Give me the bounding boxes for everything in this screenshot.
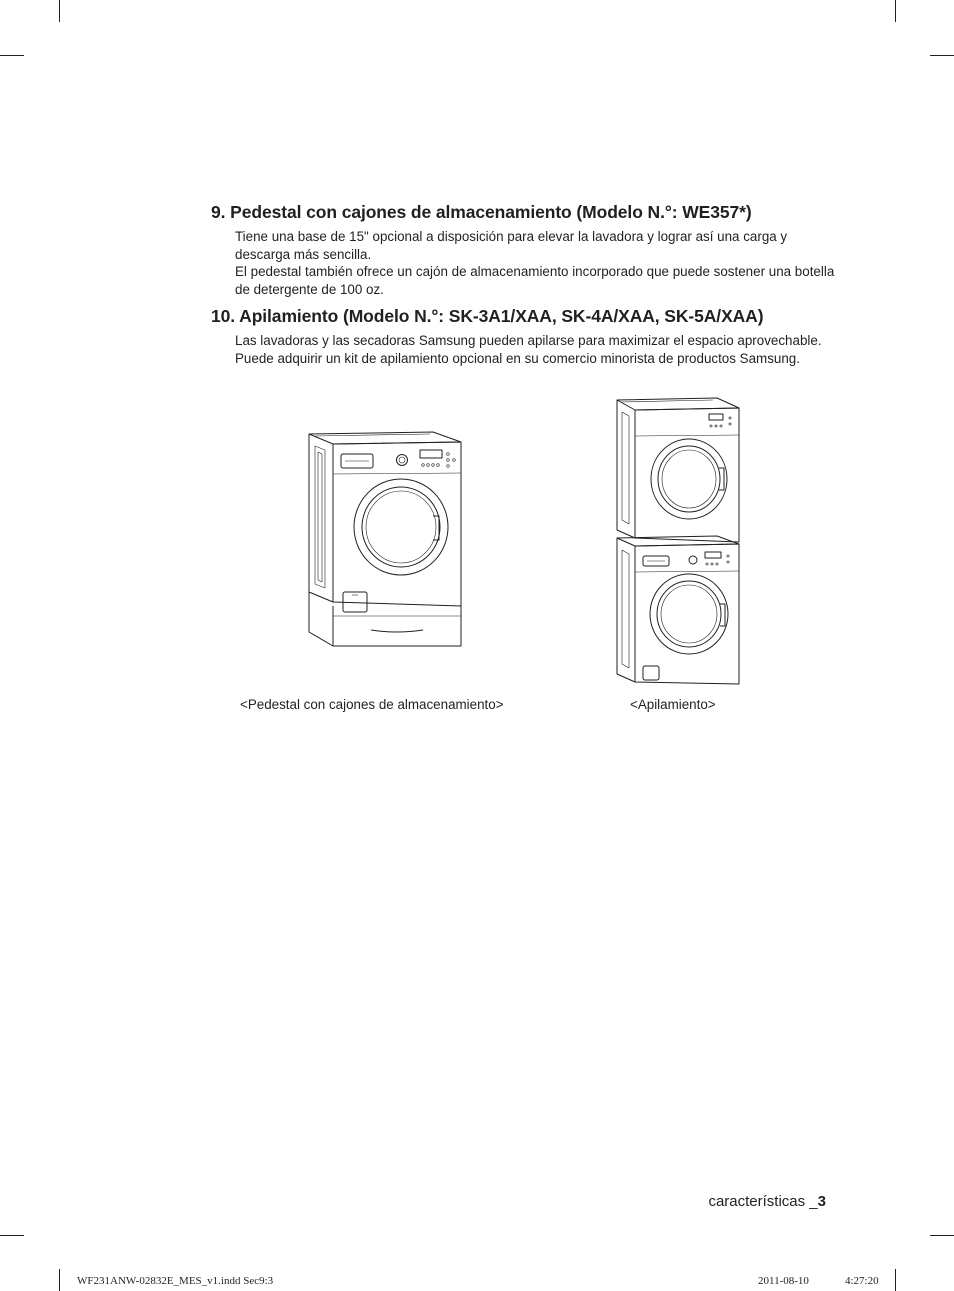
slug-filename: WF231ANW-02832E_MES_v1.indd Sec9:3 bbox=[77, 1275, 274, 1287]
section-9-heading bbox=[211, 202, 752, 223]
crop-mark bbox=[930, 55, 954, 56]
section-10-body bbox=[235, 332, 835, 367]
section-title: Apilamiento (Modelo N.°: SK-3A1/XAA, SK-4A/XAA, SK-5A/XAA) bbox=[239, 306, 764, 326]
crop-mark bbox=[895, 0, 896, 22]
slug-date: 2011-08-10 bbox=[758, 1275, 809, 1287]
paragraph: Tiene una base de 15" opcional a disposición para elevar la lavadora y lograr así una carga y descarga más sencilla. bbox=[235, 229, 788, 262]
section-9-body bbox=[235, 228, 835, 298]
slug-time: 4:27:20 bbox=[845, 1275, 879, 1287]
crop-mark bbox=[59, 1269, 60, 1291]
crop-mark bbox=[59, 0, 60, 22]
crop-mark bbox=[0, 1235, 24, 1236]
section-number: 10. bbox=[211, 306, 236, 326]
washer-pedestal-illustration bbox=[305, 430, 467, 652]
paragraph: Las lavadoras y las secadoras Samsung pueden apilarse para maximizar el espacio aprovechable. Puede adquirir un kit de apilamiento opcional en su comercio minorista de productos Samsung. bbox=[235, 333, 822, 366]
paragraph: El pedestal también ofrece un cajón de almacenamiento incorporado que puede sostener una botella de detergente de 100 oz. bbox=[235, 264, 835, 297]
page-number: 3 bbox=[817, 1193, 826, 1210]
section-number: 9. bbox=[211, 202, 226, 222]
section-title: Pedestal con cajones de almacenamiento (Modelo N.°: WE357*) bbox=[230, 202, 752, 222]
stacking-caption: <Apilamiento> bbox=[630, 697, 716, 712]
pedestal-caption: <Pedestal con cajones de almacenamiento> bbox=[240, 697, 504, 712]
footer-section-label: características _ bbox=[708, 1193, 818, 1210]
crop-mark bbox=[0, 55, 24, 56]
crop-mark bbox=[895, 1269, 896, 1291]
page-footer bbox=[708, 1193, 826, 1210]
crop-mark bbox=[930, 1235, 954, 1236]
stacked-illustration bbox=[613, 396, 743, 686]
section-10-heading bbox=[211, 306, 763, 327]
